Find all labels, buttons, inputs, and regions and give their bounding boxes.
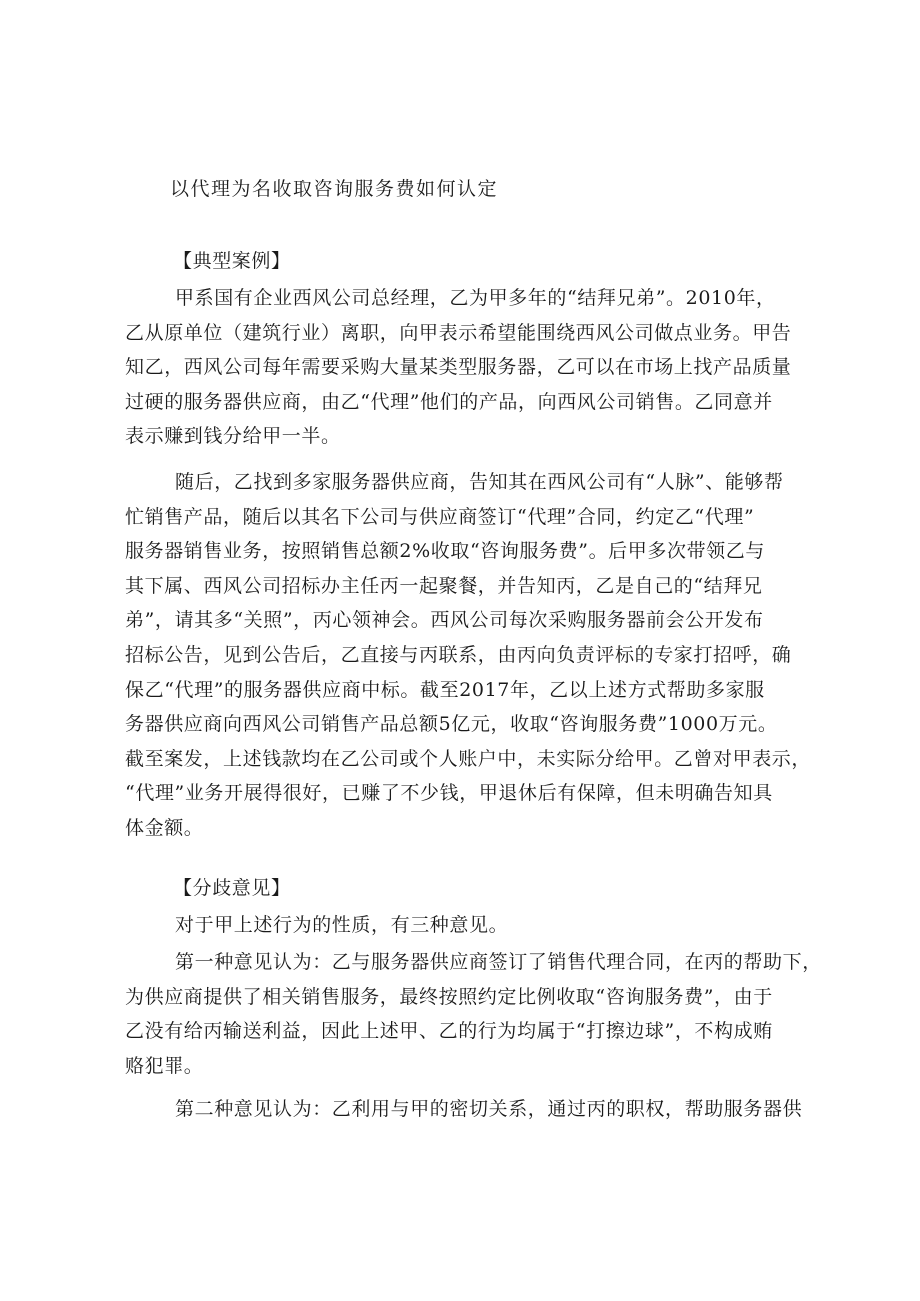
text-line: 甲系国有企业西风公司总经理，乙为甲多年的“结拜兄弟”。2010年， [175,287,776,309]
text-line: 乙从原单位（建筑行业）离职，向甲表示希望能围绕西风公司做点业务。甲告 [125,321,792,344]
text-line: 为供应商提供了相关销售服务，最终按照约定比例收取“咨询服务费”，由于 [125,985,773,1008]
text-line: 知乙，西风公司每年需要采购大量某类型服务器，乙可以在市场上找产品质量 [125,356,792,379]
section-heading-dispute: 【分歧意见】 [173,877,291,899]
text-line: 过硬的服务器供应商，由乙“代理”他们的产品，向西风公司销售。乙同意并 [125,390,773,413]
paragraph-case-1 [125,281,792,454]
text-line: 忙销售产品，随后以其名下公司与供应商签订“代理”合同，约定乙“代理” [125,505,755,528]
text-line: 截至案发，上述钱款均在乙公司或个人账户中，未实际分给甲。乙曾对甲表示， [125,747,812,770]
text-line: 其下属、西风公司招标办主任丙一起聚餐，并告知丙，乙是自己的“结拜兄 [125,574,763,597]
text-line: 赂犯罪。 [125,1054,204,1077]
text-line: 乙没有给丙输送利益，因此上述甲、乙的行为均属于“打擦边球”，不构成贿 [125,1020,773,1043]
text-line: 对于甲上述行为的性质，有三种意见。 [175,914,509,936]
text-line: 保乙“代理”的服务器供应商中标。截至2017年，乙以上述方式帮助多家服 [125,678,765,701]
paragraph-case-2 [125,465,812,846]
text-line: “代理”业务开展得很好，已赚了不少钱，甲退休后有保障，但未明确告知具 [125,782,773,805]
paragraph-dispute-1 [175,908,508,943]
paragraph-dispute-2 [125,945,822,1083]
text-line: 招标公告，见到公告后，乙直接与丙联系，由丙向负责评标的专家打招呼，确 [125,643,792,666]
text-line: 第一种意见认为：乙与服务器供应商签订了销售代理合同，在丙的帮助下， [175,951,822,973]
section-heading-case: 【典型案例】 [173,250,291,272]
text-line: 服务器销售业务，按照销售总额2%收取“咨询服务费”。后甲多次带领乙与 [125,540,765,563]
text-line: 表示赚到钱分给甲一半。 [125,425,341,448]
paragraph-dispute-3 [175,1092,802,1127]
text-line: 随后，乙找到多家服务器供应商，告知其在西风公司有“人脉”、能够帮 [175,471,784,493]
document-title: 以代理为名收取咨询服务费如何认定 [170,178,499,200]
text-line: 弟”，请其多“关照”，丙心领神会。西风公司每次采购服务器前会公开发布 [125,609,764,632]
text-line: 体金额。 [125,816,204,839]
text-line: 务器供应商向西风公司销售产品总额5亿元，收取“咨询服务费”1000万元。 [125,713,778,736]
text-line: 第二种意见认为：乙利用与甲的密切关系，通过丙的职权，帮助服务器供 [175,1098,803,1120]
